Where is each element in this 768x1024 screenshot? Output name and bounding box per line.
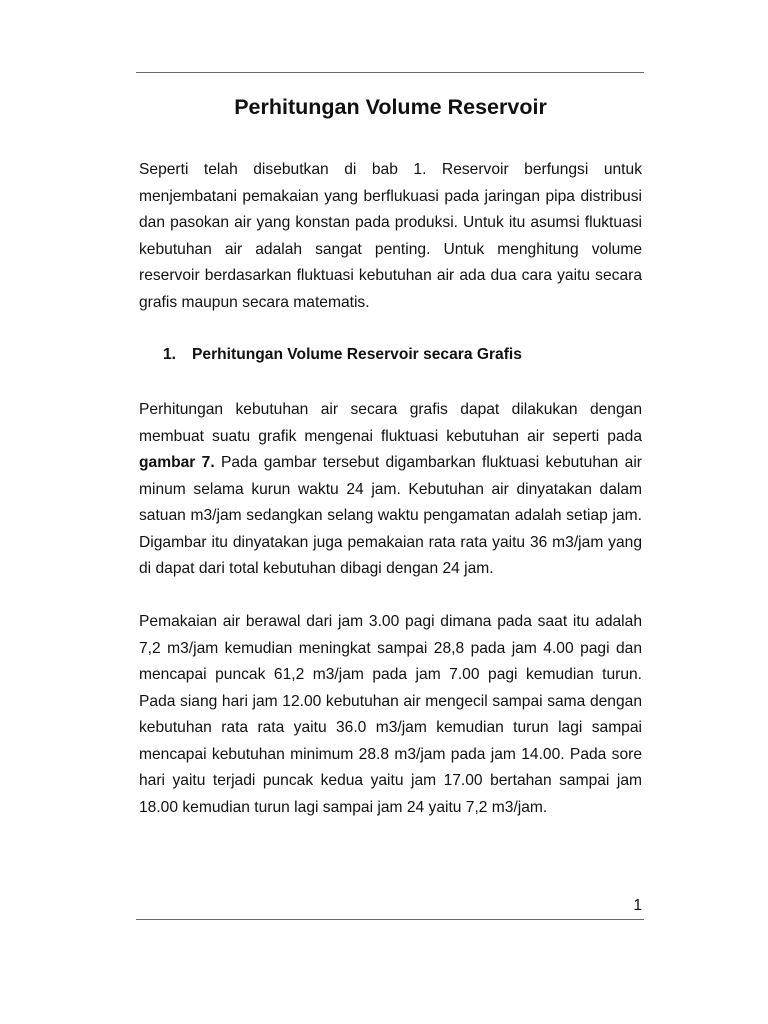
paragraph-2-text-start: Perhitungan kebutuhan air secara grafis dapat dilakukan dengan membuat suatu grafik mengenai fluktuasi kebutuhan air seperti pada bbox=[139, 401, 642, 445]
section-number: 1. bbox=[163, 346, 177, 363]
section-heading bbox=[163, 342, 642, 368]
paragraph-2-text-end: Pada gambar tersebut digambarkan fluktuasi kebutuhan air minum selama kurun waktu 24 jam. Kebutuhan air dinyatakan dalam satuan m3/jam sedangkan selang waktu pengamatan adalah setiap jam. Digambar itu dinyatakan juga pemakaian rata rata yaitu 36 m3/jam yang di dapat dari total kebutuhan dibagi dengan 24 jam. bbox=[139, 454, 642, 577]
paragraph-graphical-method bbox=[139, 397, 642, 583]
figure-reference: gambar 7. bbox=[139, 454, 215, 471]
footer-rule bbox=[136, 919, 644, 920]
paragraph-intro: Seperti telah disebutkan di bab 1. Reservoir berfungsi untuk menjembatani pemakaian yang berflukuasi pada jaringan pipa distribusi dan pasokan air yang konstan pada produksi. Untuk itu asumsi fluktuasi kebutuhan air adalah sangat penting. Untuk menghitung volume reservoir berdasarkan fluktuasi kebutuhan air ada dua cara yaitu secara grafis maupun secara matematis. bbox=[139, 161, 642, 311]
page-number: 1 bbox=[633, 897, 642, 914]
paragraph-consumption-description: Pemakaian air berawal dari jam 3.00 pagi dimana pada saat itu adalah 7,2 m3/jam kemudian meningkat sampai 28,8 pada jam 4.00 pagi dan mencapai puncak 61,2 m3/jam pada jam 7.00 pagi kemudian turun. Pada siang hari jam 12.00 kebutuhan air mengecil sampai sama dengan kebutuhan rata rata yaitu 36.0 m3/jam kemudian turun lagi sampai mencapai kebutuhan minimum 28.8 m3/jam pada jam 14.00. Pada sore hari yaitu terjadi puncak kedua yaitu jam 17.00 bertahan sampai jam 18.00 kemudian turun lagi sampai jam 24 yaitu 7,2 m3/jam. bbox=[139, 613, 642, 816]
document-title: Perhitungan Volume Reservoir bbox=[234, 95, 547, 119]
header-rule bbox=[136, 72, 644, 73]
section-heading-text: Perhitungan Volume Reservoir secara Grafis bbox=[192, 346, 522, 363]
